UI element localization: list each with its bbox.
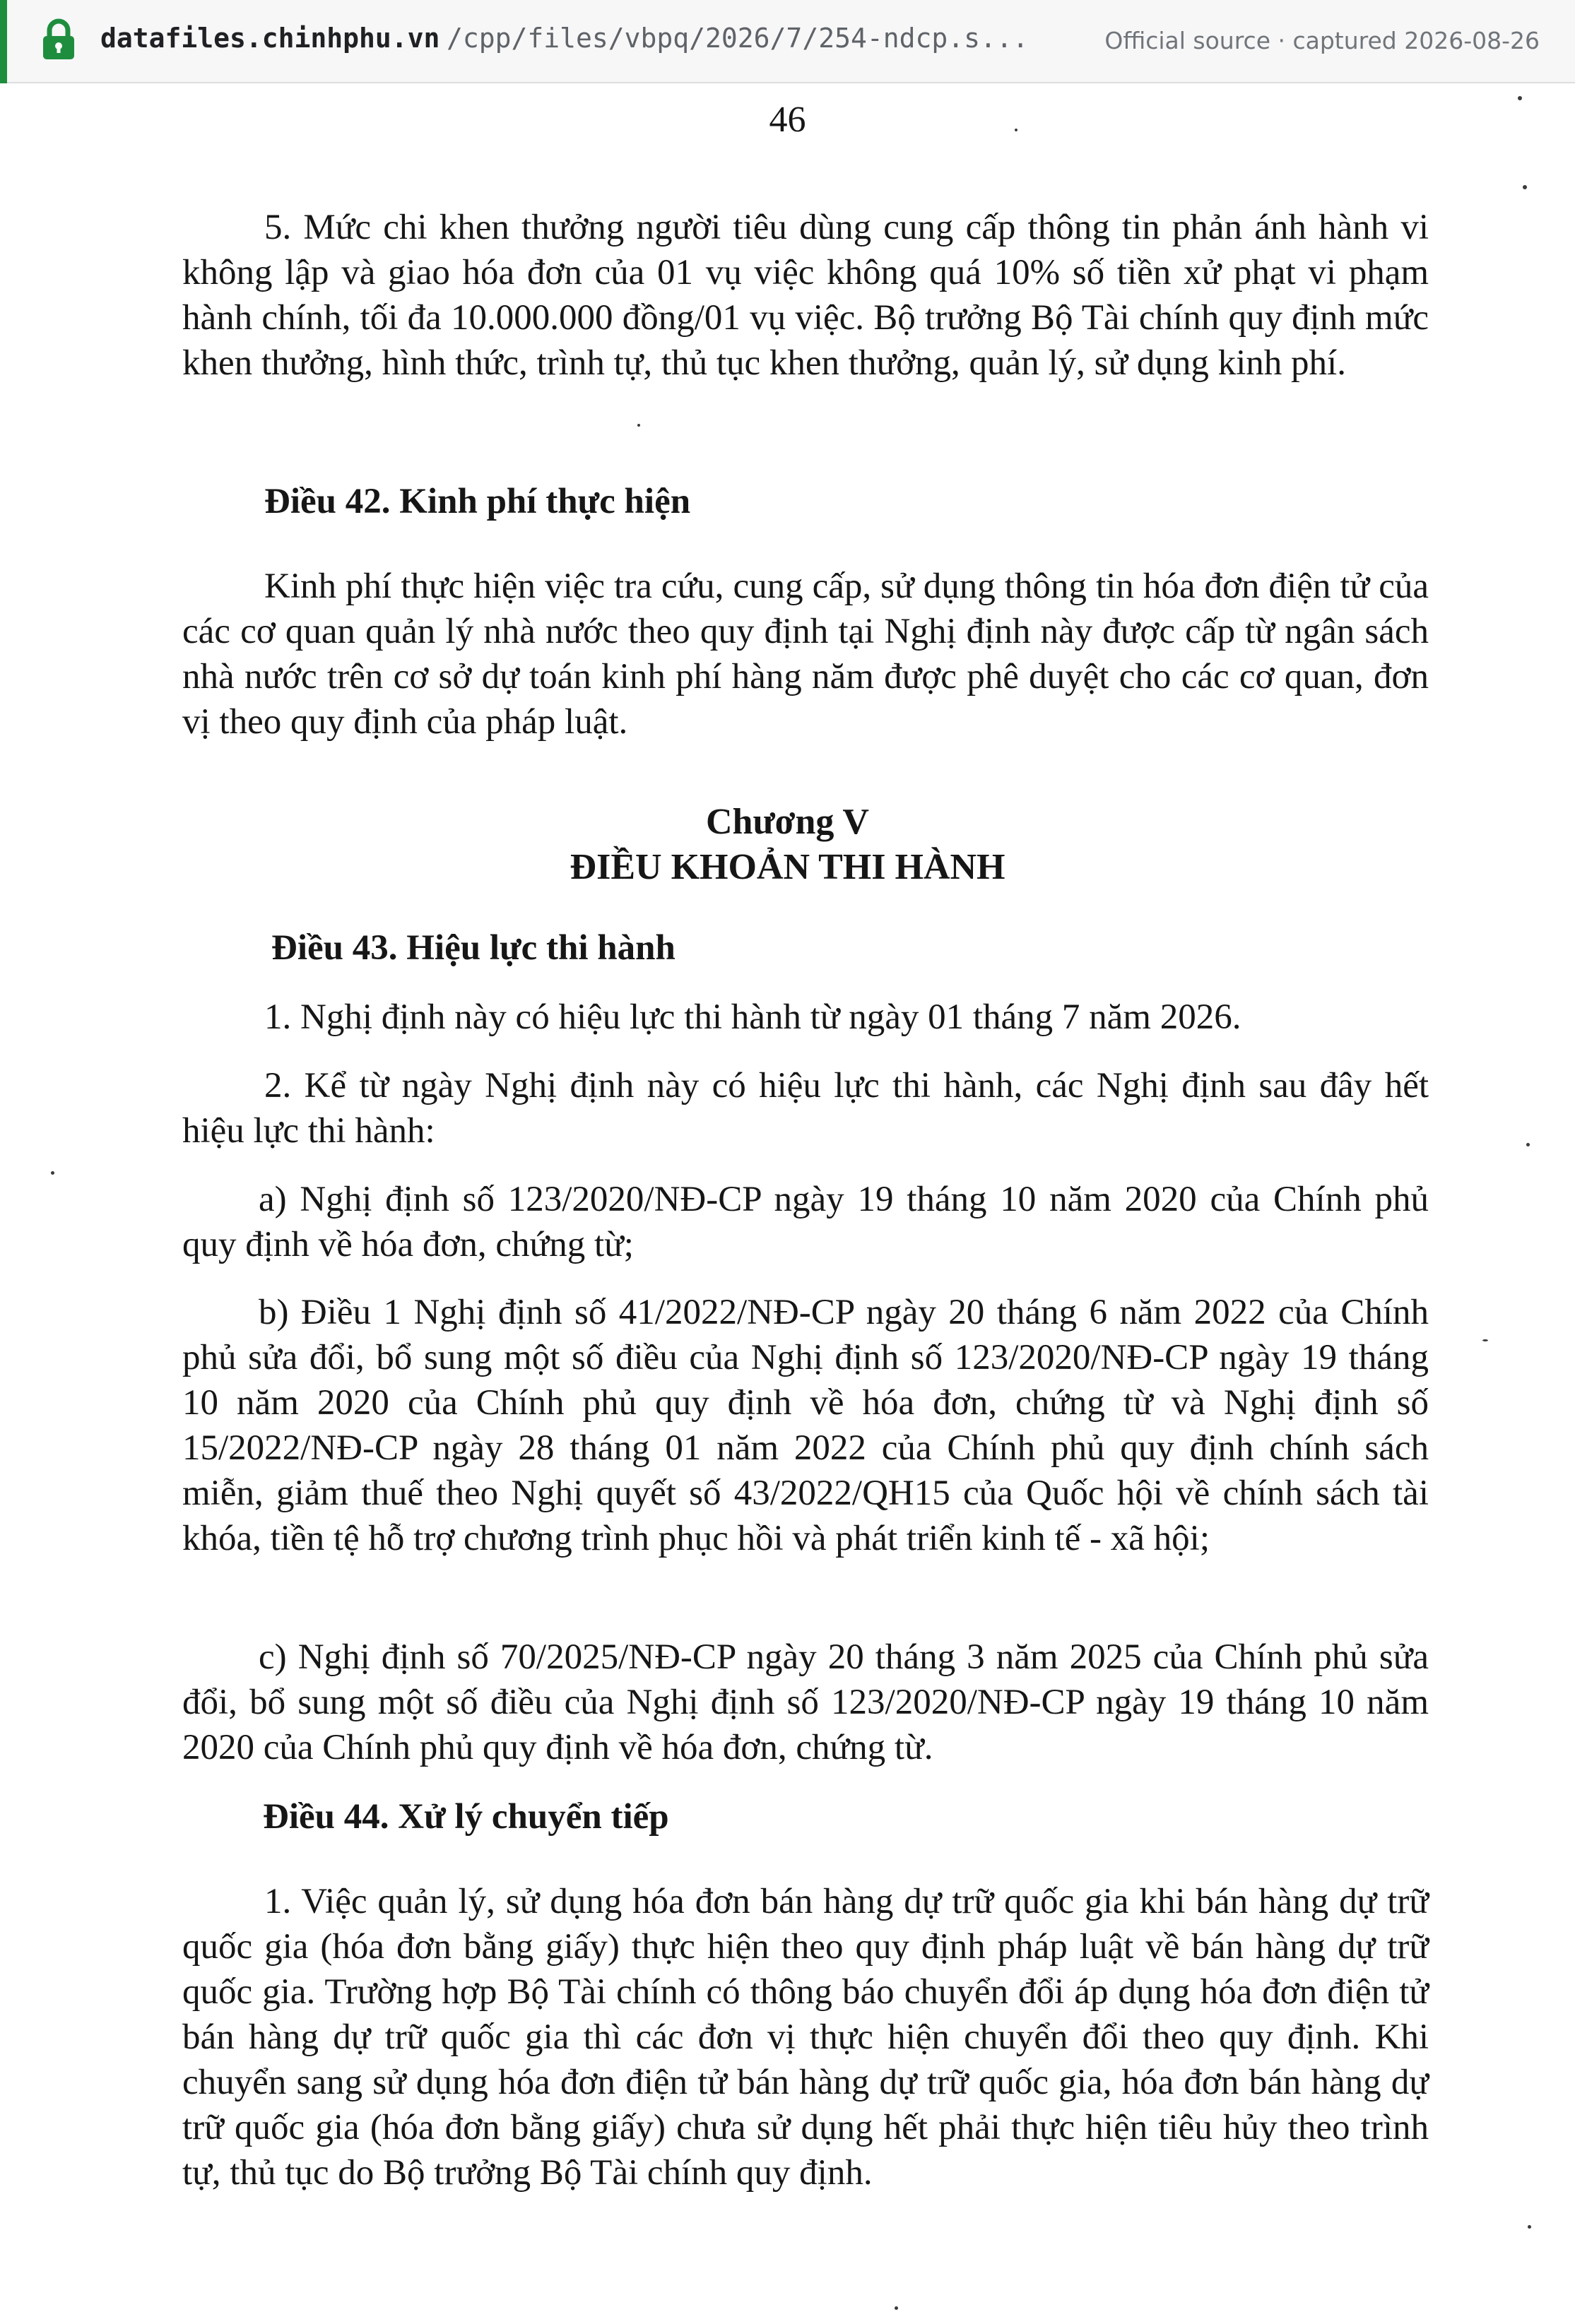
scan-speck [1523,185,1527,189]
scan-speck [1482,1339,1488,1341]
heading-article-44: Điều 44. Xử lý chuyển tiếp [263,1797,669,1837]
heading-article-42: Điều 42. Kinh phí thực hiện [264,482,691,521]
chapter-label: Chương V [705,802,869,842]
chapter-title: ĐIỀU KHOẢN THI HÀNH [570,847,1005,887]
scan-speck [51,1171,54,1175]
scan-speck [1528,2225,1531,2229]
paragraph-article-43-clause-2: 2. Kể từ ngày Nghị định này có hiệu lực thi hành, các Nghị định sau đây hết hiệu lực thi hành: [182,1066,1429,1151]
paragraph-article-43-clause-1: 1. Nghị định này có hiệu lực thi hành từ ngày 01 tháng 7 năm 2026. [264,997,1241,1037]
scan-speck [637,424,640,427]
scan-speck [895,2306,898,2310]
paragraph-article-43-clause-2a: a) Nghị định số 123/2020/NĐ-CP ngày 19 tháng 10 năm 2020 của Chính phủ quy định về hóa đơn, chứng từ; [182,1180,1429,1264]
scan-speck [1015,129,1017,131]
paragraph-article-44-clause-1: 1. Việc quản lý, sử dụng hóa đơn bán hàng dự trữ quốc gia khi bán hàng dự trữ quốc gia (hóa đơn bằng giấy) thực hiện theo quy định pháp luật về bán hàng dự trữ quốc gia. Trường hợp Bộ Tài chính có thông báo chuyển đổi áp dụng hóa đơn điện tử bán hàng dự trữ quốc gia thì các đơn vị thực hiện chuyển đổi theo quy định. Khi chuyển sang sử dụng hóa đơn điện tử bán hàng dự trữ quốc gia, hóa đơn bán hàng dự trữ quốc gia (hóa đơn bằng giấy) chưa sử dụng hết phải thực hiện tiêu hủy theo trình tự, thủ tục do Bộ trưởng Bộ Tài chính quy định. [182,1882,1429,2193]
scan-speck [1526,1143,1530,1146]
scan-speck [1518,96,1522,100]
url-domain[interactable]: datafiles.chinhphu.vn [100,23,440,54]
page-number: 46 [769,100,806,140]
heading-article-43: Điều 43. Hiệu lực thi hành [271,928,676,968]
url-path[interactable]: /cpp/files/vbpq/2026/7/254-ndcp.s... [447,23,1029,54]
paragraph-article-43-clause-2c: c) Nghị định số 70/2025/NĐ-CP ngày 20 tháng 3 năm 2025 của Chính phủ sửa đổi, bổ sung một số điều của Nghị định số 123/2020/NĐ-CP ngày 19 tháng 10 năm 2020 của Chính phủ quy định về hóa đơn, chứng từ. [182,1637,1429,1767]
address-bar[interactable] [0,0,1575,83]
capture-status: Official source · captured 2026-08-26 [1104,27,1540,54]
address-bar-accent [0,0,7,83]
paragraph-article-41-clause-5: 5. Mức chi khen thưởng người tiêu dùng cung cấp thông tin phản ánh hành vi không lập và giao hóa đơn của 01 vụ việc không quá 10% số tiền xử phạt vi phạm hành chính, tối đa 10.000.000 đồng/01 vụ việc. Bộ trưởng Bộ Tài chính quy định mức khen thưởng, hình thức, trình tự, thủ tục khen thưởng, quản lý, sử dụng kinh phí. [182,208,1429,383]
lock-icon[interactable] [41,18,76,61]
paragraph-article-43-clause-2b: b) Điều 1 Nghị định số 41/2022/NĐ-CP ngày 20 tháng 6 năm 2022 của Chính phủ sửa đổi, bổ sung một số điều của Nghị định số 123/2020/NĐ-CP ngày 19 tháng 10 năm 2020 của Chính phủ quy định về hóa đơn, chứng từ và Nghị định số 15/2022/NĐ-CP ngày 28 tháng 01 năm 2022 của Chính phủ quy định chính sách miễn, giảm thuế theo Nghị quyết số 43/2022/QH15 của Quốc hội về chính sách tài khóa, tiền tệ hỗ trợ chương trình phục hồi và phát triển kinh tế - xã hội; [182,1293,1429,1558]
paragraph-article-42: Kinh phí thực hiện việc tra cứu, cung cấp, sử dụng thông tin hóa đơn điện tử của các cơ quan quản lý nhà nước theo quy định tại Nghị định này được cấp từ ngân sách nhà nước trên cơ sở dự toán kinh phí hàng năm được phê duyệt cho các cơ quan, đơn vị theo quy định của pháp luật. [182,567,1429,742]
